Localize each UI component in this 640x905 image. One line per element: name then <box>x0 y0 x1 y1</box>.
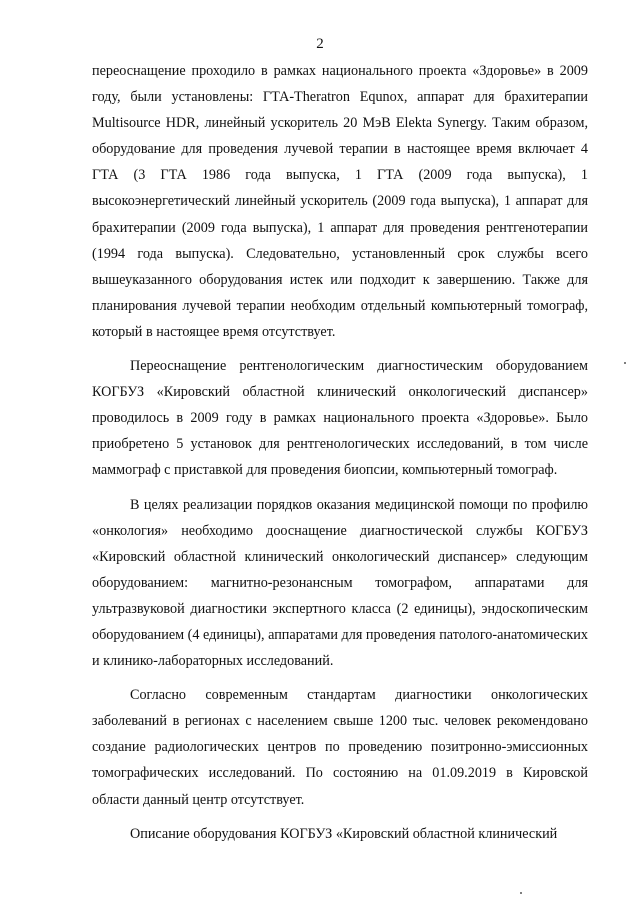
scan-speck <box>520 892 522 894</box>
scan-speck <box>624 362 626 364</box>
paragraph-5: Описание оборудования КОГБУЗ «Кировский областной клинический <box>130 825 558 842</box>
paragraph-2: Переоснащение рентгенологическим диагностическим оборудованием КОГБУЗ «Кировский областной клинический онкологический диспансер» проводилось в 2009 году в рамках национального проекта «Здоровье». Было приобретено 5 установок для рентгенологических исследований, в том числе маммограф с приставкой для проведения биопсии, компьютерный томограф. <box>92 358 588 479</box>
paragraph-3: В целях реализации порядков оказания медицинской помощи по профилю «онкология» необходимо дооснащение диагностической службы КОГБУЗ «Кировский областной клинический онкологический диспансер» следующим оборудованием: магнитно-резонансным томографом, аппаратами для ультразвуковой диагностики экспертного класса (2 единицы), эндоскопическим оборудованием (4 единицы), аппаратами для проведения патолого-анатомических и клинико-лабораторных исследований. <box>92 496 588 670</box>
body-text <box>92 58 588 847</box>
page-number: 2 <box>316 36 324 52</box>
paragraph-4: Согласно современным стандартам диагностики онкологических заболеваний в регионах с населением свыше 1200 тыс. человек рекомендовано создание радиологических центров по проведению позитронно-эмиссионных томографических исследований. По состоянию на 01.09.2019 в Кировской области данный центр отсутствует. <box>92 687 588 808</box>
paragraph-1: переоснащение проходило в рамках национального проекта «Здоровье» в 2009 году, были установлены: ГТА-Theratron Equnox, аппарат для брахитерапии Multisource HDR, линейный ускоритель 20 МэВ Elekta Synergy. Таким образом, оборудование для проведения лучевой терапии в настоящее время включает 4 ГТА (3 ГТА 1986 года выпуска, 1 ГТА (2009 года выпуска), 1 высокоэнергетический линейный ускоритель (2009 года выпуска), 1 аппарат для брахитерапии (2009 года выпуска), 1 аппарат для проведения рентгенотерапии (1994 года выпуска). Следовательно, установленный срок службы всего вышеуказанного оборудования истек или подходит к завершению. Также для планирования лучевой терапии необходим отдельный компьютерный томограф, который в настоящее время отсутствует. <box>92 63 588 340</box>
